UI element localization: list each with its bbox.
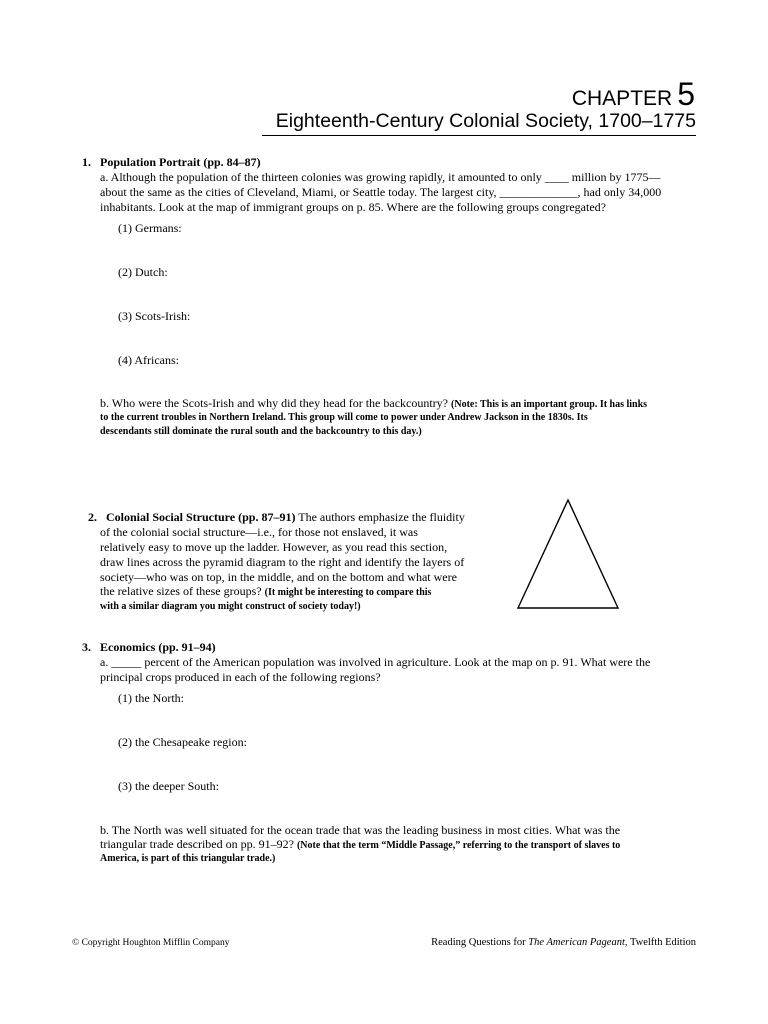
q2-note-1: (It might be interesting to compare this <box>264 587 432 598</box>
q1-heading: Population Portrait (pp. 84–87) <box>100 155 261 169</box>
q2-heading-line <box>88 510 465 525</box>
q2-number: 2. <box>88 510 97 524</box>
q3-b-note-2: America, is part of this triangular trade.) <box>100 853 276 864</box>
q3-heading: Economics (pp. 91–94) <box>100 640 216 654</box>
footer-prefix: Reading Questions for <box>431 937 529 948</box>
footer-book-title: The American Pageant, <box>528 937 628 948</box>
q1-a-line-3: inhabitants. Look at the map of immigrant groups on p. 85. Where are the following groups congregated? <box>100 200 606 214</box>
q2-heading: Colonial Social Structure (pp. 87–91) <box>106 510 296 524</box>
q2-line-5-text: the relative sizes of these groups? <box>100 584 265 598</box>
q3-a-line-1: a. _____ percent of the American population was involved in agriculture. Look at the map on p. 91. What were the <box>100 655 651 669</box>
q2-line-5 <box>100 584 431 600</box>
q1-b-note-2: to the current troubles in Northern Ireland. This group will come to power under Andrew Jackson in the 1830s. Its <box>100 412 588 423</box>
q1-item-germans: (1) Germans: <box>118 221 182 235</box>
q3-heading-line <box>82 640 216 655</box>
q3-b-line-2-text: triangular trade described on pp. 91–92? <box>100 837 297 851</box>
footer-reading-questions <box>431 937 696 948</box>
q1-item-scots-irish: (3) Scots-Irish: <box>118 309 191 323</box>
q3-item-deeper-south: (3) the deeper South: <box>118 779 219 793</box>
q3-b-line-1: b. The North was well situated for the ocean trade that was the leading business in most cities. What was the <box>100 823 621 837</box>
pyramid-diagram[interactable] <box>512 496 624 612</box>
q1-item-dutch: (2) Dutch: <box>118 265 168 279</box>
q3-b-note-1: (Note that the term “Middle Passage,” referring to the transport of slaves to <box>296 840 621 851</box>
chapter-word: CHAPTER <box>571 87 673 110</box>
pyramid-triangle <box>518 500 618 608</box>
q1-b-text: b. Who were the Scots-Irish and why did they head for the backcountry? <box>100 396 452 410</box>
q1-a-line-1: a. Although the population of the thirteen colonies was growing rapidly, it amounted to only ____ million by 1775— <box>100 170 661 184</box>
q2-line-4: society—who was on top, in the middle, and on the bottom and what were <box>100 570 457 584</box>
q1-b-note-3: descendants still dominate the rural south and the backcountry to this day.) <box>100 426 422 437</box>
chapter-heading <box>572 76 695 113</box>
q2-line-2: relatively easy to move up the ladder. However, as you read this section, <box>100 540 448 554</box>
title-rule <box>262 135 696 136</box>
q1-b-note-1: (Note: This is an important group. It has links <box>451 399 648 410</box>
chapter-title: Eighteenth-Century Colonial Society, 1700–1775 <box>275 110 696 132</box>
q1-a-line-2: about the same as the cities of Cleveland, Miami, or Seattle today. The largest city, _____________, had only 34,000 <box>100 185 662 199</box>
chapter-number: 5 <box>677 76 695 112</box>
q2-lead: The authors emphasize the fluidity <box>295 510 465 524</box>
q2-note-2: with a similar diagram you might construct of society today!) <box>100 601 361 612</box>
q2-line-1: of the colonial social structure—i.e., for those not enslaved, it was <box>100 525 418 539</box>
q2-line-3: draw lines across the pyramid diagram to the right and identify the layers of <box>100 555 465 569</box>
q3-number: 3. <box>82 640 91 654</box>
footer-edition: Twelfth Edition <box>627 937 696 948</box>
q1-heading-line <box>82 155 261 170</box>
footer-copyright: © Copyright Houghton Mifflin Company <box>72 938 230 948</box>
q3-item-chesapeake: (2) the Chesapeake region: <box>118 735 247 749</box>
q1-item-africans: (4) Africans: <box>118 353 179 367</box>
q3-a-line-2: principal crops produced in each of the following regions? <box>100 670 381 684</box>
q3-item-north: (1) the North: <box>118 691 184 705</box>
q1-number: 1. <box>82 155 91 169</box>
